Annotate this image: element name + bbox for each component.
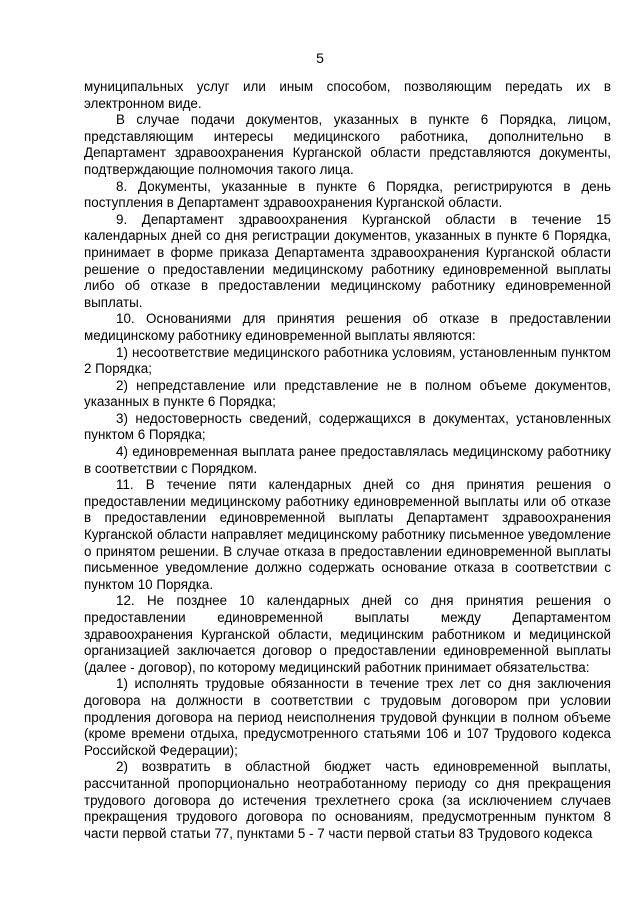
paragraph: 1) исполнять трудовые обязанности в течение трех лет со дня заключения договора на должности в соответствии с трудовым договором при условии продления договора на период неисполнения трудовой функции в полном объеме (кроме времени отдыха, предусмотренного статьями 106 и 107 Трудового кодекса Российской Федерации);	[84, 676, 611, 758]
document-body	[84, 79, 611, 842]
paragraph: 12. Не позднее 10 календарных дней со дня принятия решения о предоставлении единовременной выплаты между Департаментом здравоохранения Курганской области, медицинским работником и медицинской организацией заключается договор о предоставлении единовременной выплаты (далее - договор), по которому медицинский работник принимает обязательства:	[84, 593, 611, 675]
paragraph: 9. Департамент здравоохранения Курганской области в течение 15 календарных дней со дня регистрации документов, указанных в пункте 6 Порядка, принимает в форме приказа Департамента здравоохранения Курганской области решение о предоставлении медицинскому работнику единовременной выплаты либо об отказе в предоставлении медицинскому работнику единовременной выплаты.	[84, 211, 611, 310]
paragraph: муниципальных услуг или иным способом, позволяющим передать их в электронном виде.	[84, 79, 611, 111]
paragraph: 1) несоответствие медицинского работника условиям, установленным пунктом 2 Порядка;	[84, 344, 611, 377]
paragraph: 3) недостоверность сведений, содержащихся в документах, установленных пунктом 6 Порядка;	[84, 410, 611, 443]
paragraph: 11. В течение пяти календарных дней со дня принятия решения о предоставлении медицинскому работнику единовременной выплаты или об отказе в предоставлении единовременной выплаты Департамент здравоохранения Курганской области направляет медицинскому работнику письменное уведомление о принятом решении. В случае отказа в предоставлении единовременной выплаты письменное уведомление должно содержать основание отказа в соответствии с пунктом 10 Порядка.	[84, 477, 611, 592]
paragraph: 2) непредставление или представление не в полном объеме документов, указанных в пункте 6 Порядка;	[84, 377, 611, 410]
paragraph: 2) возвратить в областной бюджет часть единовременной выплаты, рассчитанной пропорционально неотработанному периоду со дня прекращения трудового договора до истечения трехлетнего срока (за исключением случаев прекращения трудового договора по основаниям, предусмотренным пунктом 8 части первой статьи 77, пунктами 5 - 7 части первой статьи 83 Трудового кодекса	[84, 759, 611, 841]
paragraph: 4) единовременная выплата ранее предоставлялась медицинскому работнику в соответствии с Порядком.	[84, 444, 611, 476]
page-number: 5	[316, 50, 324, 66]
paragraph: 8. Документы, указанные в пункте 6 Порядка, регистрируются в день поступления в Департамент здравоохранения Курганской области.	[84, 178, 611, 211]
paragraph: В случае подачи документов, указанных в пункте 6 Порядка, лицом, представляющим интересы медицинского работника, дополнительно в Департамент здравоохранения Курганской области представляются документы, подтверждающие полномочия такого лица.	[84, 112, 611, 177]
paragraph: 10. Основаниями для принятия решения об отказе в предоставлении медицинскому работнику единовременной выплаты являются:	[84, 311, 611, 343]
